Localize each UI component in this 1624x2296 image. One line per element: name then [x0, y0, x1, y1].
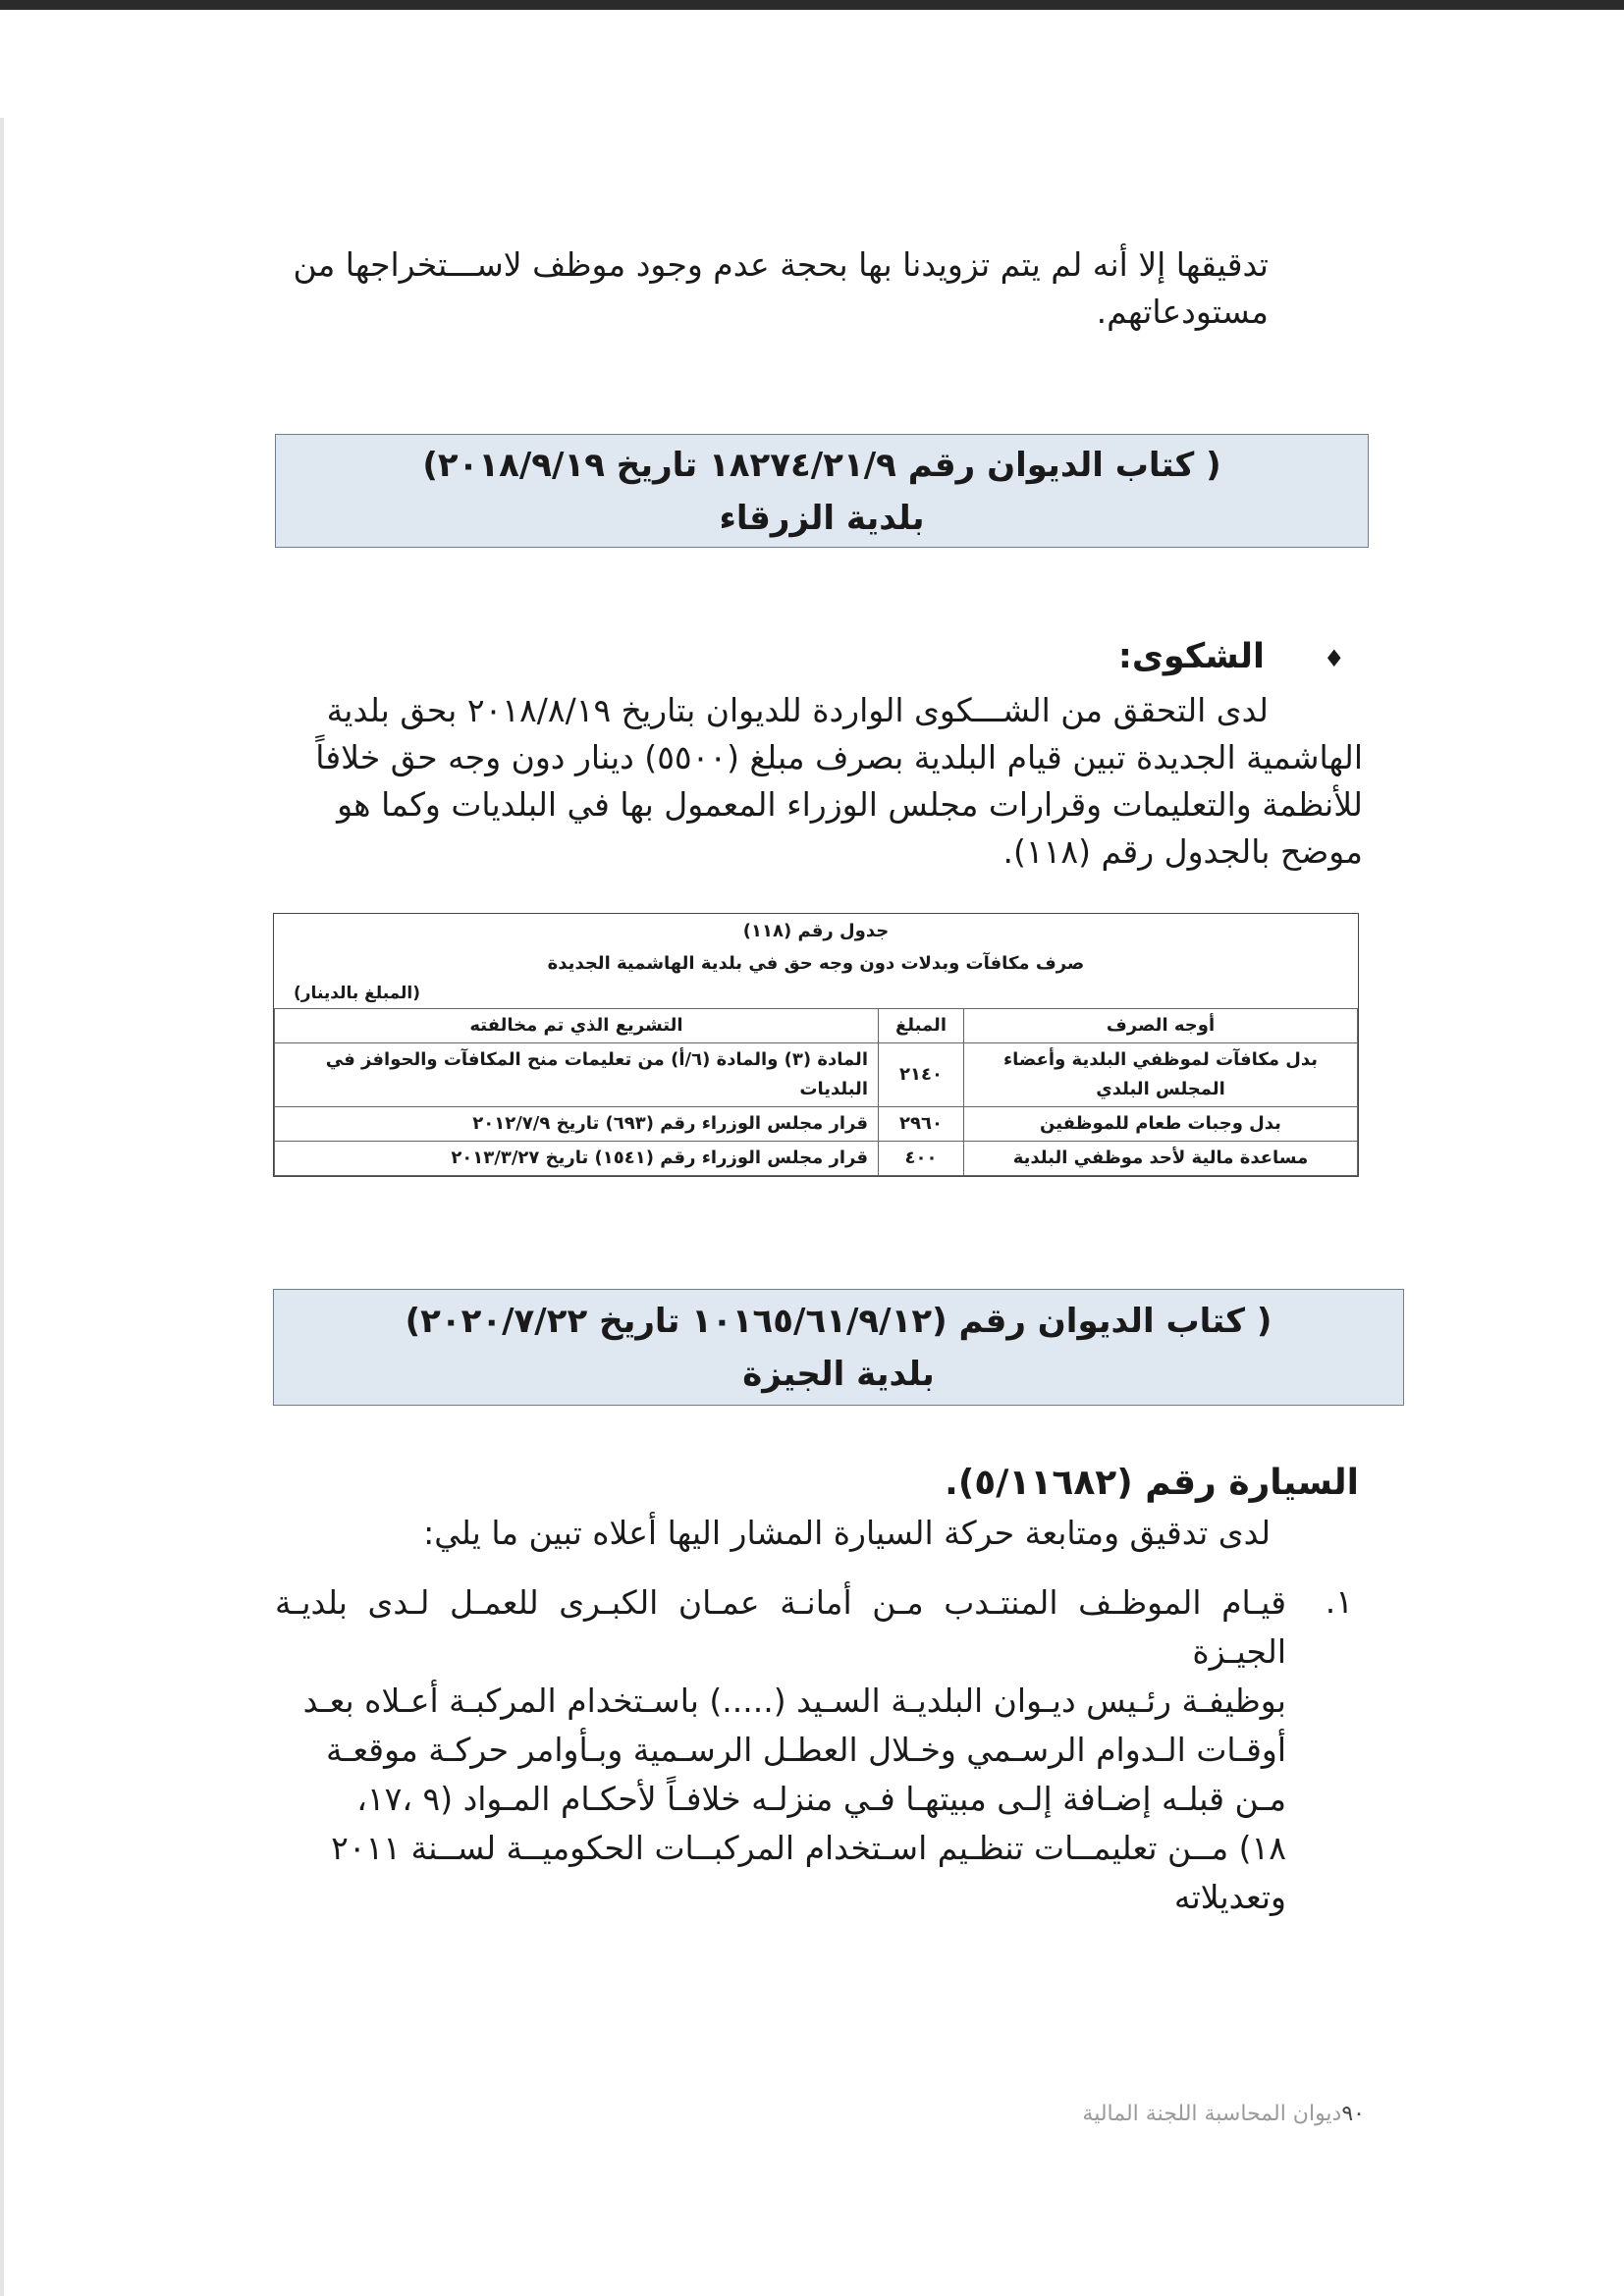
item-line: وتعديلاته [1173, 1878, 1286, 1916]
numbered-item-paragraph [275, 1578, 1286, 1922]
cell-type: بدل وجبات طعام للموظفين [964, 1107, 1358, 1142]
scan-top-edge [0, 0, 1624, 10]
cell-type: بدل مكافآت لموظفي البلدية وأعضاء المجلس البلدي [964, 1043, 1358, 1107]
table-row [275, 1142, 1358, 1176]
cell-law: قرار مجلس الوزراء رقم (٦٩٣) تاريخ ٢٠١٢/٧/٩ [275, 1107, 879, 1142]
complaint-line: موضح بالجدول رقم (١١٨). [1002, 832, 1363, 871]
scan-left-edge [0, 118, 4, 2296]
table-row [275, 1043, 1358, 1107]
cell-amount: ٢٩٦٠ [879, 1107, 964, 1142]
intro-paragraph [273, 241, 1269, 336]
cell-amount: ٢١٤٠ [879, 1043, 964, 1107]
footer-text: ديوان المحاسبة اللجنة المالية [1082, 2102, 1342, 2126]
header-type: أوجه الصرف [964, 1009, 1358, 1043]
item-line: بوظيفـة رئـيس ديـوان البلديـة السـيد (.....) باسـتخدام المركبـة أعـلاه بعـد [302, 1682, 1286, 1720]
intro-line: تدقيقها إلا أنه لم يتم تزويدنا بها بحجة عدم وجود موظف لاســـتخراجها من [293, 245, 1269, 284]
section2-title: ( كتاب الديوان رقم (١٠١٦٥/٦١/٩/١٢ تاريخ ٢٠٢٠/٧/٢٢) [405, 1302, 1272, 1341]
cell-law: قرار مجلس الوزراء رقم (١٥٤١) تاريخ ٢٠١٣/٣/٢٧ [275, 1142, 879, 1176]
car-intro: لدى تدقيق ومتابعة حركة السيارة المشار اليها أعلاه تبين ما يلي: [423, 1514, 1271, 1552]
section1-title: ( كتاب الديوان رقم ١٨٢٧٤/٢١/٩ تاريخ ٢٠١٨/٩/١٩) [422, 446, 1221, 485]
page-number: ٩٠ [1341, 2102, 1365, 2126]
cell-type: مساعدة مالية لأحد موظفي البلدية [964, 1142, 1358, 1176]
header-amount: المبلغ [879, 1009, 964, 1043]
section1-title-box [275, 434, 1369, 548]
complaint-line: لدى التحقق من الشـــكوى الواردة للديوان بتاريخ ٢٠١٨/٨/١٩ بحق بلدية [326, 691, 1269, 729]
complaint-paragraph [275, 687, 1363, 876]
item-number: ١. [1325, 1582, 1353, 1621]
item-line: مـن قبلـه إضـافة إلـى مبيتهـا فـي منزلـه خلافـاً لأحكـام المـواد (٩ ،١٧، [356, 1780, 1286, 1818]
intro-line: مستودعاتهم. [1096, 293, 1269, 331]
cell-amount: ٤٠٠ [879, 1142, 964, 1176]
section1-subtitle: بلدية الزرقاء [719, 499, 925, 538]
table-subcaption: صرف مكافآت وبدلات دون وجه حق في بلدية الهاشمية الجديدة [547, 953, 1085, 974]
table-header-row [275, 1009, 1358, 1043]
cell-law: المادة (٣) والمادة (٦/أ) من تعليمات منح المكافآت والحوافز في البلديات [275, 1043, 879, 1107]
table-unit: (المبلغ بالدينار) [294, 984, 421, 1003]
page-footer [844, 2102, 1365, 2126]
item-line: أوقـات الـدوام الرسـمي وخـلال العطـل الرسـمية وبـأوامر حركـة موقعـة [326, 1731, 1286, 1769]
car-heading: السيارة رقم (٥/١١٦٨٢). [945, 1463, 1359, 1503]
section2-subtitle: بلدية الجيزة [742, 1355, 935, 1394]
item-line: ١٨) مــن تعليمــات تنظـيم اسـتخدام المركبــات الحكوميــة لســنة ٢٠١١ [331, 1829, 1286, 1867]
complaint-heading: الشكوى: [1117, 637, 1265, 676]
complaint-line: الهاشمية الجديدة تبين قيام البلدية بصرف مبلغ (٥٥٠٠) دينار دون وجه حق خلافاً [315, 738, 1363, 776]
diamond-bullet-icon: ♦ [1324, 645, 1345, 672]
section2-title-box [273, 1289, 1404, 1406]
table-grid [274, 1008, 1358, 1176]
item-line: قيـام الموظـف المنتـدب مـن أمانـة عمـان الكبـرى للعمـل لـدى بلديـة الجيـزة [275, 1583, 1286, 1671]
table-row [275, 1107, 1358, 1142]
complaint-line: للأنظمة والتعليمات وقرارات مجلس الوزراء المعمول بها في البلديات وكما هو [337, 785, 1363, 824]
header-law: التشريع الذي تم مخالفته [275, 1009, 879, 1043]
table-caption: جدول رقم (١١٨) [742, 921, 890, 941]
table-118 [273, 913, 1359, 1177]
